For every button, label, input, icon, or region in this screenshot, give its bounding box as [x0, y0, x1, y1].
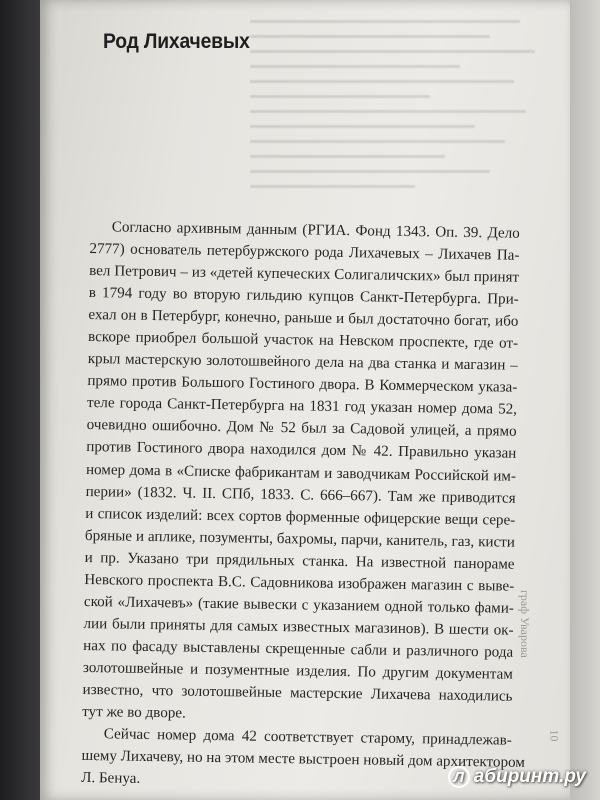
- watermark-text: абиринт.ру: [473, 766, 586, 787]
- text-line: бряные и аплике, позументы, бахромы, парчи, канитель, газ, кисти: [84, 527, 516, 551]
- text-line: перии» (1832. Ч. II. СПб, 1833. С. 666–667). Там же приводится: [85, 483, 516, 507]
- text-line: вскоре приобрел большой участок на Невском проспекте, где от-: [87, 329, 519, 352]
- text-line: нах по фасаду выставлены скрещенные сабли и различного рода: [83, 637, 514, 661]
- text-line: Невского проспекта В.С. Садовникова изображен магазин с выве-: [84, 571, 515, 595]
- text-line: теле города Санкт-Петербурга на 1831 год указан номер дома 52,: [86, 395, 518, 419]
- background-left: [0, 0, 40, 800]
- text-line: ской «Лихачевъ» (такие вывески с указанием одной только фами-: [83, 593, 515, 617]
- text-line: прямо против Большого Гостиного двора. В Коммерческом указа-: [87, 373, 518, 397]
- paragraph-1: [82, 216, 520, 730]
- text-line: против Гостиного двора находился дом № 42. Правильно указан: [86, 439, 517, 463]
- labirint-logo-icon: Л: [448, 766, 470, 788]
- text-line: известно, что золотошвейные мастерские Лихачева находились: [82, 681, 513, 705]
- labirint-watermark: [448, 766, 586, 788]
- text-line: лии были приняты для самых известных магазинов). В шести ок-: [83, 615, 514, 639]
- text-line: Согласно архивным данным (РГИА. Фонд 1343. Оп. 39. Дело: [111, 219, 520, 242]
- text-line: тут же во дворе.: [82, 703, 186, 722]
- text-line: очевидно ошибочно. Дом № 52 был за Садовой улицей, а прямо: [86, 417, 517, 441]
- text-line: Сейчас номер дома 42 соответствует старому, принадлежав-: [103, 726, 512, 749]
- section-heading: Род Лихачевых: [103, 30, 250, 53]
- text-line: золотошвейные и позументные изделия. По другим документам: [82, 659, 513, 683]
- text-line: крыл мастерскую золотошвейного дела на два станка и магазин –: [87, 351, 518, 375]
- margin-text: граф Уварова: [518, 590, 532, 658]
- text-line: номер дома в «Списке фабрикантам и заводчикам Российской им-: [85, 461, 517, 485]
- text-line: шему Лихачеву, но на этом месте выстроен новый дом архитектором: [81, 748, 526, 772]
- background-right: [570, 0, 600, 800]
- text-line: 2777) основатель петербуржского рода Лихачевых – Лихачев Па-: [89, 241, 520, 264]
- page-number: 10: [547, 729, 562, 742]
- text-line: Л. Бенуа.: [81, 770, 141, 788]
- text-line: и список изделий: всех сортов форменные офицерские вещи сере-: [85, 505, 516, 529]
- text-line: в 1794 году во вторую гильдию купцов Санкт-Петербурга. При-: [88, 285, 519, 308]
- text-line: ехал он в Петербург, конечно, раньше и был достаточно богат, ибо: [88, 307, 519, 330]
- text-line: вел Петрович – из «детей купеческих Солигаличских» был принят: [89, 263, 520, 286]
- bleed-through-text: [250, 8, 550, 208]
- text-line: и пр. Указано три прядильных станка. На известной панораме: [84, 549, 515, 573]
